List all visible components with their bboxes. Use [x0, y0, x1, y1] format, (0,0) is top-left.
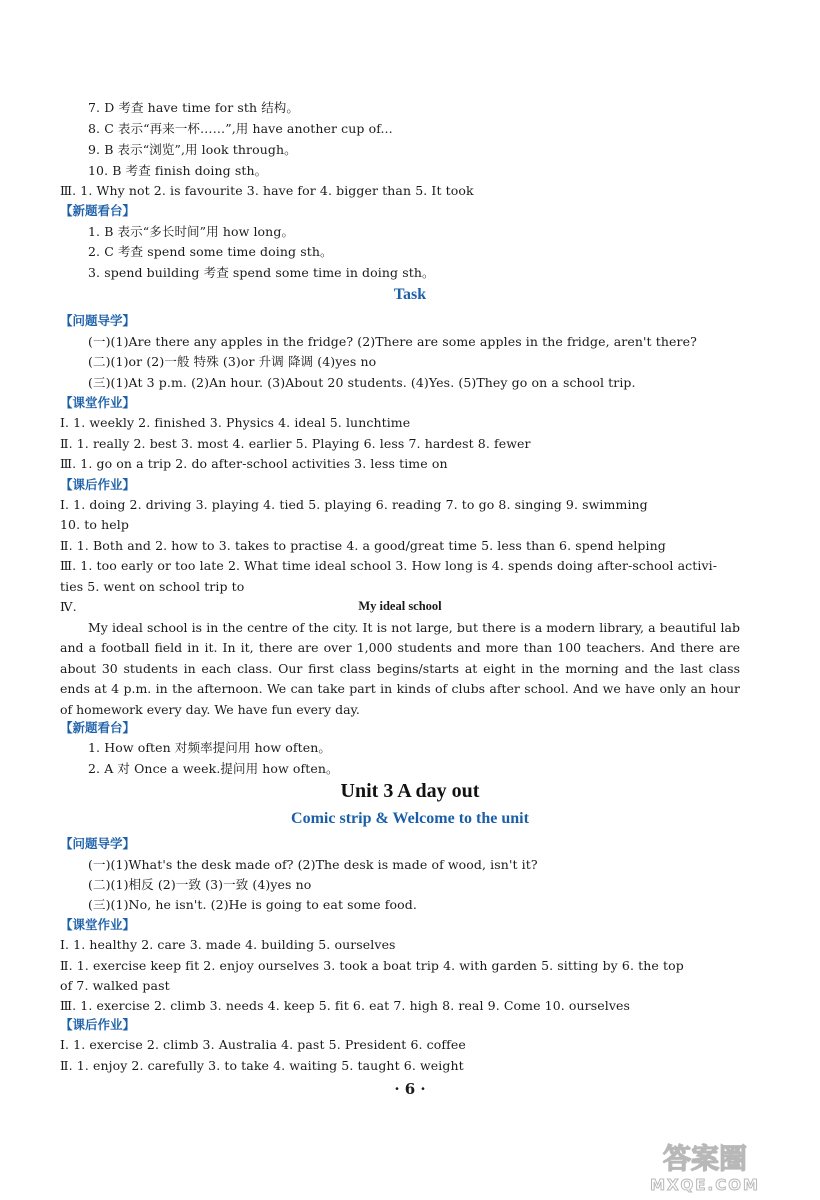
answer-line: 1. B 表示“多长时间”用 how long。	[88, 224, 295, 239]
unit-title: Unit 3 A day out	[340, 780, 480, 802]
answer-line: (二)(1)or (2)一般 特殊 (3)or 升调 降调 (4)yes no	[88, 354, 377, 369]
answer-line: Ⅲ. 1. too early or too late 2. What time ideal school 3. How long is 4. spends doing after-school activi-	[60, 558, 718, 573]
essay-body: My ideal school is in the centre of the city. It is not large, but there is a modern library, a beautiful lab and a football field in it. In it, there are over 1,000 students and more than 100 teachers. And there are about 30 students in each class. Our first class begins/starts at eight in the morning and the last class ends at 4 p.m. in the afternoon. We can take part in kinds of clubs after school. And we have only an hour of homework every day. We have fun every day.	[60, 620, 740, 717]
answer-line: Ⅲ. 1. go on a trip 2. do after-school activities 3. less time on	[60, 456, 448, 471]
answer-line: 9. B 表示“浏览”,用 look through。	[88, 142, 297, 157]
section-tag-homework: 【课后作业】	[60, 1017, 136, 1032]
answer-line: (三)(1)No, he isn't. (2)He is going to eat some food.	[88, 897, 417, 912]
section-heading-task: Task	[393, 286, 427, 303]
section-heading-comic-strip: Comic strip & Welcome to the unit	[291, 810, 529, 827]
answer-line: Ⅱ. 1. exercise keep fit 2. enjoy ourselves 3. took a boat trip 4. with garden 5. sitting by 6. the top	[60, 958, 684, 973]
section-tag-guide: 【问题导学】	[60, 313, 136, 328]
answer-line: (三)(1)At 3 p.m. (2)An hour. (3)About 20 students. (4)Yes. (5)They go on a school trip.	[88, 375, 636, 390]
answer-line: 3. spend building 考查 spend some time in doing sth。	[88, 265, 435, 280]
section-tag-new-questions: 【新题看台】	[60, 203, 136, 218]
answer-line: Ⅱ. 1. Both and 2. how to 3. takes to practise 4. a good/great time 5. less than 6. spend helping	[60, 538, 666, 553]
answer-line: Ⅲ. 1. Why not 2. is favourite 3. have for 4. bigger than 5. It took	[60, 183, 474, 198]
answer-line: (一)(1)Are there any apples in the fridge? (2)There are some apples in the fridge, aren't there?	[88, 334, 697, 349]
answer-line: (二)(1)相反 (2)一致 (3)一致 (4)yes no	[88, 877, 312, 892]
section-tag-classwork: 【课堂作业】	[60, 395, 136, 410]
section-tag-homework: 【课后作业】	[60, 477, 136, 492]
answer-line: 2. A 对 Once a week.提问用 how often。	[88, 761, 339, 776]
essay-title: My ideal school	[358, 599, 442, 613]
answer-line: 2. C 考查 spend some time doing sth。	[88, 244, 333, 259]
answer-line: Ⅰ. 1. healthy 2. care 3. made 4. building 5. ourselves	[60, 937, 396, 952]
section-tag-guide: 【问题导学】	[60, 836, 136, 851]
answer-line: 10. to help	[60, 517, 129, 532]
watermark-logo-site: MXQE.COM	[650, 1176, 760, 1194]
answer-line: ties 5. went on school trip to	[60, 579, 245, 594]
answer-line: Ⅰ. 1. exercise 2. climb 3. Australia 4. past 5. President 6. coffee	[60, 1037, 466, 1052]
page-number: · 6 ·	[394, 1080, 426, 1098]
answer-line: Ⅱ. 1. really 2. best 3. most 4. earlier 5. Playing 6. less 7. hardest 8. fewer	[60, 436, 531, 451]
answer-line: 8. C 表示“再来一杯……”,用 have another cup of...	[88, 121, 393, 136]
answer-line: Ⅲ. 1. exercise 2. climb 3. needs 4. keep 5. fit 6. eat 7. high 8. real 9. Come 10. ourselves	[60, 998, 631, 1013]
answer-line: (一)(1)What's the desk made of? (2)The desk is made of wood, isn't it?	[88, 857, 538, 872]
section-tag-new-questions: 【新题看台】	[60, 720, 136, 735]
answer-line: 1. How often 对频率提问用 how often。	[88, 740, 331, 755]
answer-line: 7. D 考查 have time for sth 结构。	[88, 100, 300, 115]
watermark-logo-text: 答案圈	[662, 1142, 748, 1175]
answer-line: Ⅱ. 1. enjoy 2. carefully 3. to take 4. waiting 5. taught 6. weight	[60, 1058, 464, 1073]
answer-line: of 7. walked past	[60, 978, 170, 993]
watermark-logo	[597, 1138, 812, 1194]
section-tag-classwork: 【课堂作业】	[60, 917, 136, 932]
answer-line: Ⅳ.	[60, 599, 77, 614]
answer-line: Ⅰ. 1. doing 2. driving 3. playing 4. tied 5. playing 6. reading 7. to go 8. singing 9. swimming	[60, 497, 648, 512]
answer-line: 10. B 考查 finish doing sth。	[88, 163, 268, 178]
answer-line: Ⅰ. 1. weekly 2. finished 3. Physics 4. ideal 5. lunchtime	[60, 415, 411, 430]
